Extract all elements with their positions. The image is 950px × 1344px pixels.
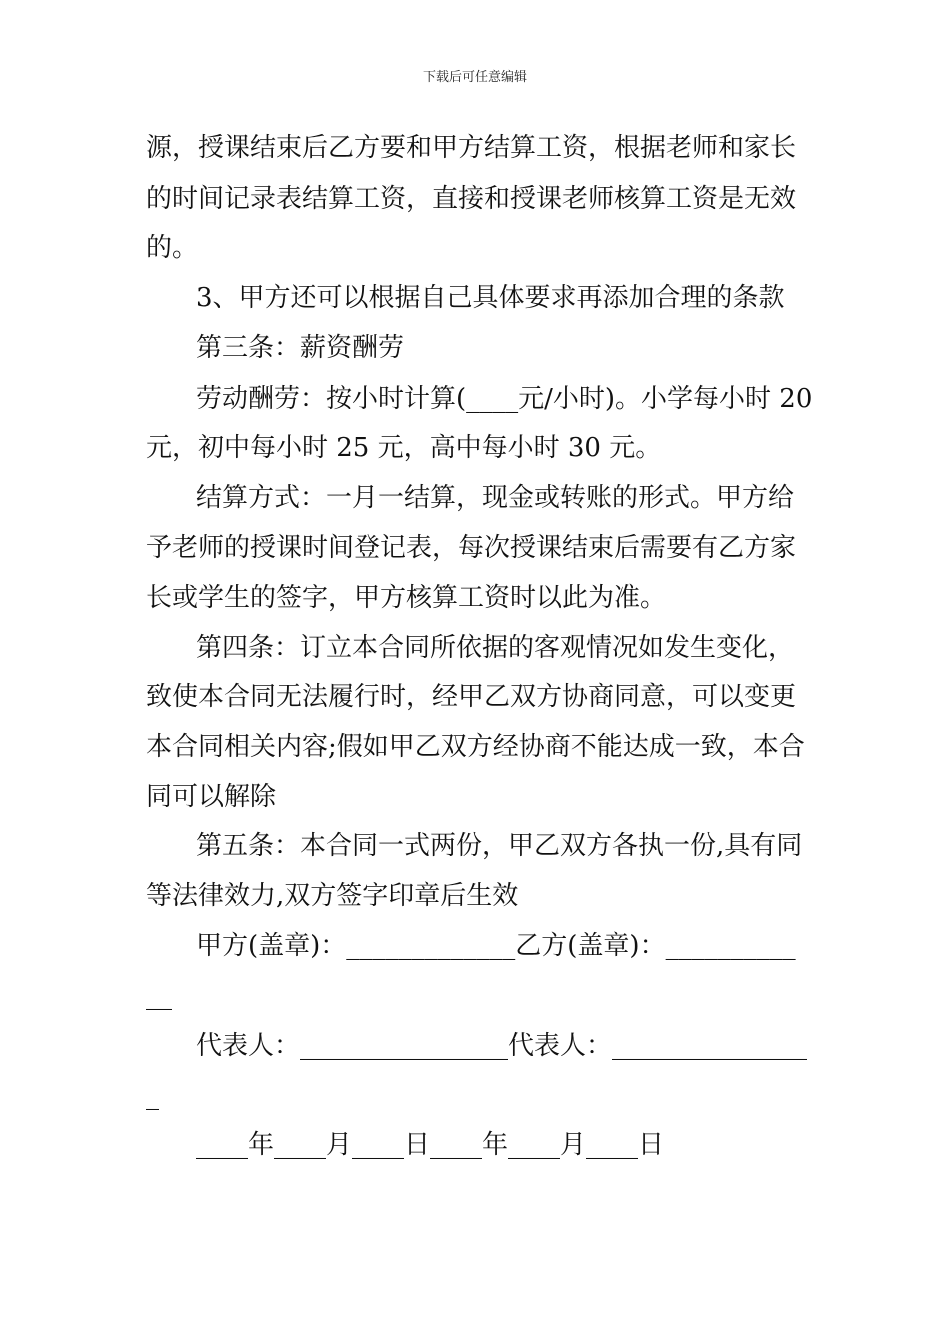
body-line-8: 结算方式：一月一结算，现金或转账的形式。甲方给 [196, 483, 795, 513]
body-line-14: 同可以解除 [146, 782, 277, 812]
signature-party-line: 甲方(盖章)：_____________乙方(盖章)：__________ [196, 931, 796, 961]
body-line-15: 第五条：本合同一式两份，甲乙双方各执一份,具有同 [196, 831, 803, 861]
representative-line: 代表人：________________代表人：_______________ [196, 1031, 808, 1061]
body-line-16: 等法律效力,双方签字印章后生效 [146, 881, 519, 911]
date-line: ____年____月____日____年____月____日 [196, 1130, 665, 1160]
body-line-3: 的。 [146, 233, 199, 263]
body-line-10: 长或学生的签字，甲方核算工资时以此为准。 [146, 583, 667, 613]
section-heading-article-3: 第三条：薪资酬劳 [196, 333, 405, 363]
body-line-4: 3、甲方还可以根据自己具体要求再添加合理的条款 [196, 283, 785, 313]
body-line-13: 本合同相关内容;假如甲乙双方经协商不能达成一致，本合 [146, 732, 805, 762]
body-line-1: 源，授课结束后乙方要和甲方结算工资，根据老师和家长 [146, 133, 797, 163]
body-line-7: 元，初中每小时 25 元，高中每小时 30 元。 [146, 433, 662, 463]
page-header-note: 下载后可任意编辑 [422, 70, 527, 85]
body-line-11: 第四条：订立本合同所依据的客观情况如发生变化， [196, 633, 795, 663]
body-line-12: 致使本合同无法履行时，经甲乙双方协商同意，可以变更 [146, 682, 797, 712]
body-line-6: 劳动酬劳：按小时计算(____元/小时)。小学每小时 20 [196, 384, 813, 414]
representative-line-cont: _ [146, 1081, 159, 1111]
body-line-2: 的时间记录表结算工资，直接和授课老师核算工资是无效 [146, 184, 797, 214]
signature-party-line-cont: __ [146, 981, 172, 1011]
body-line-9: 予老师的授课时间登记表，每次授课结束后需要有乙方家 [146, 533, 797, 563]
